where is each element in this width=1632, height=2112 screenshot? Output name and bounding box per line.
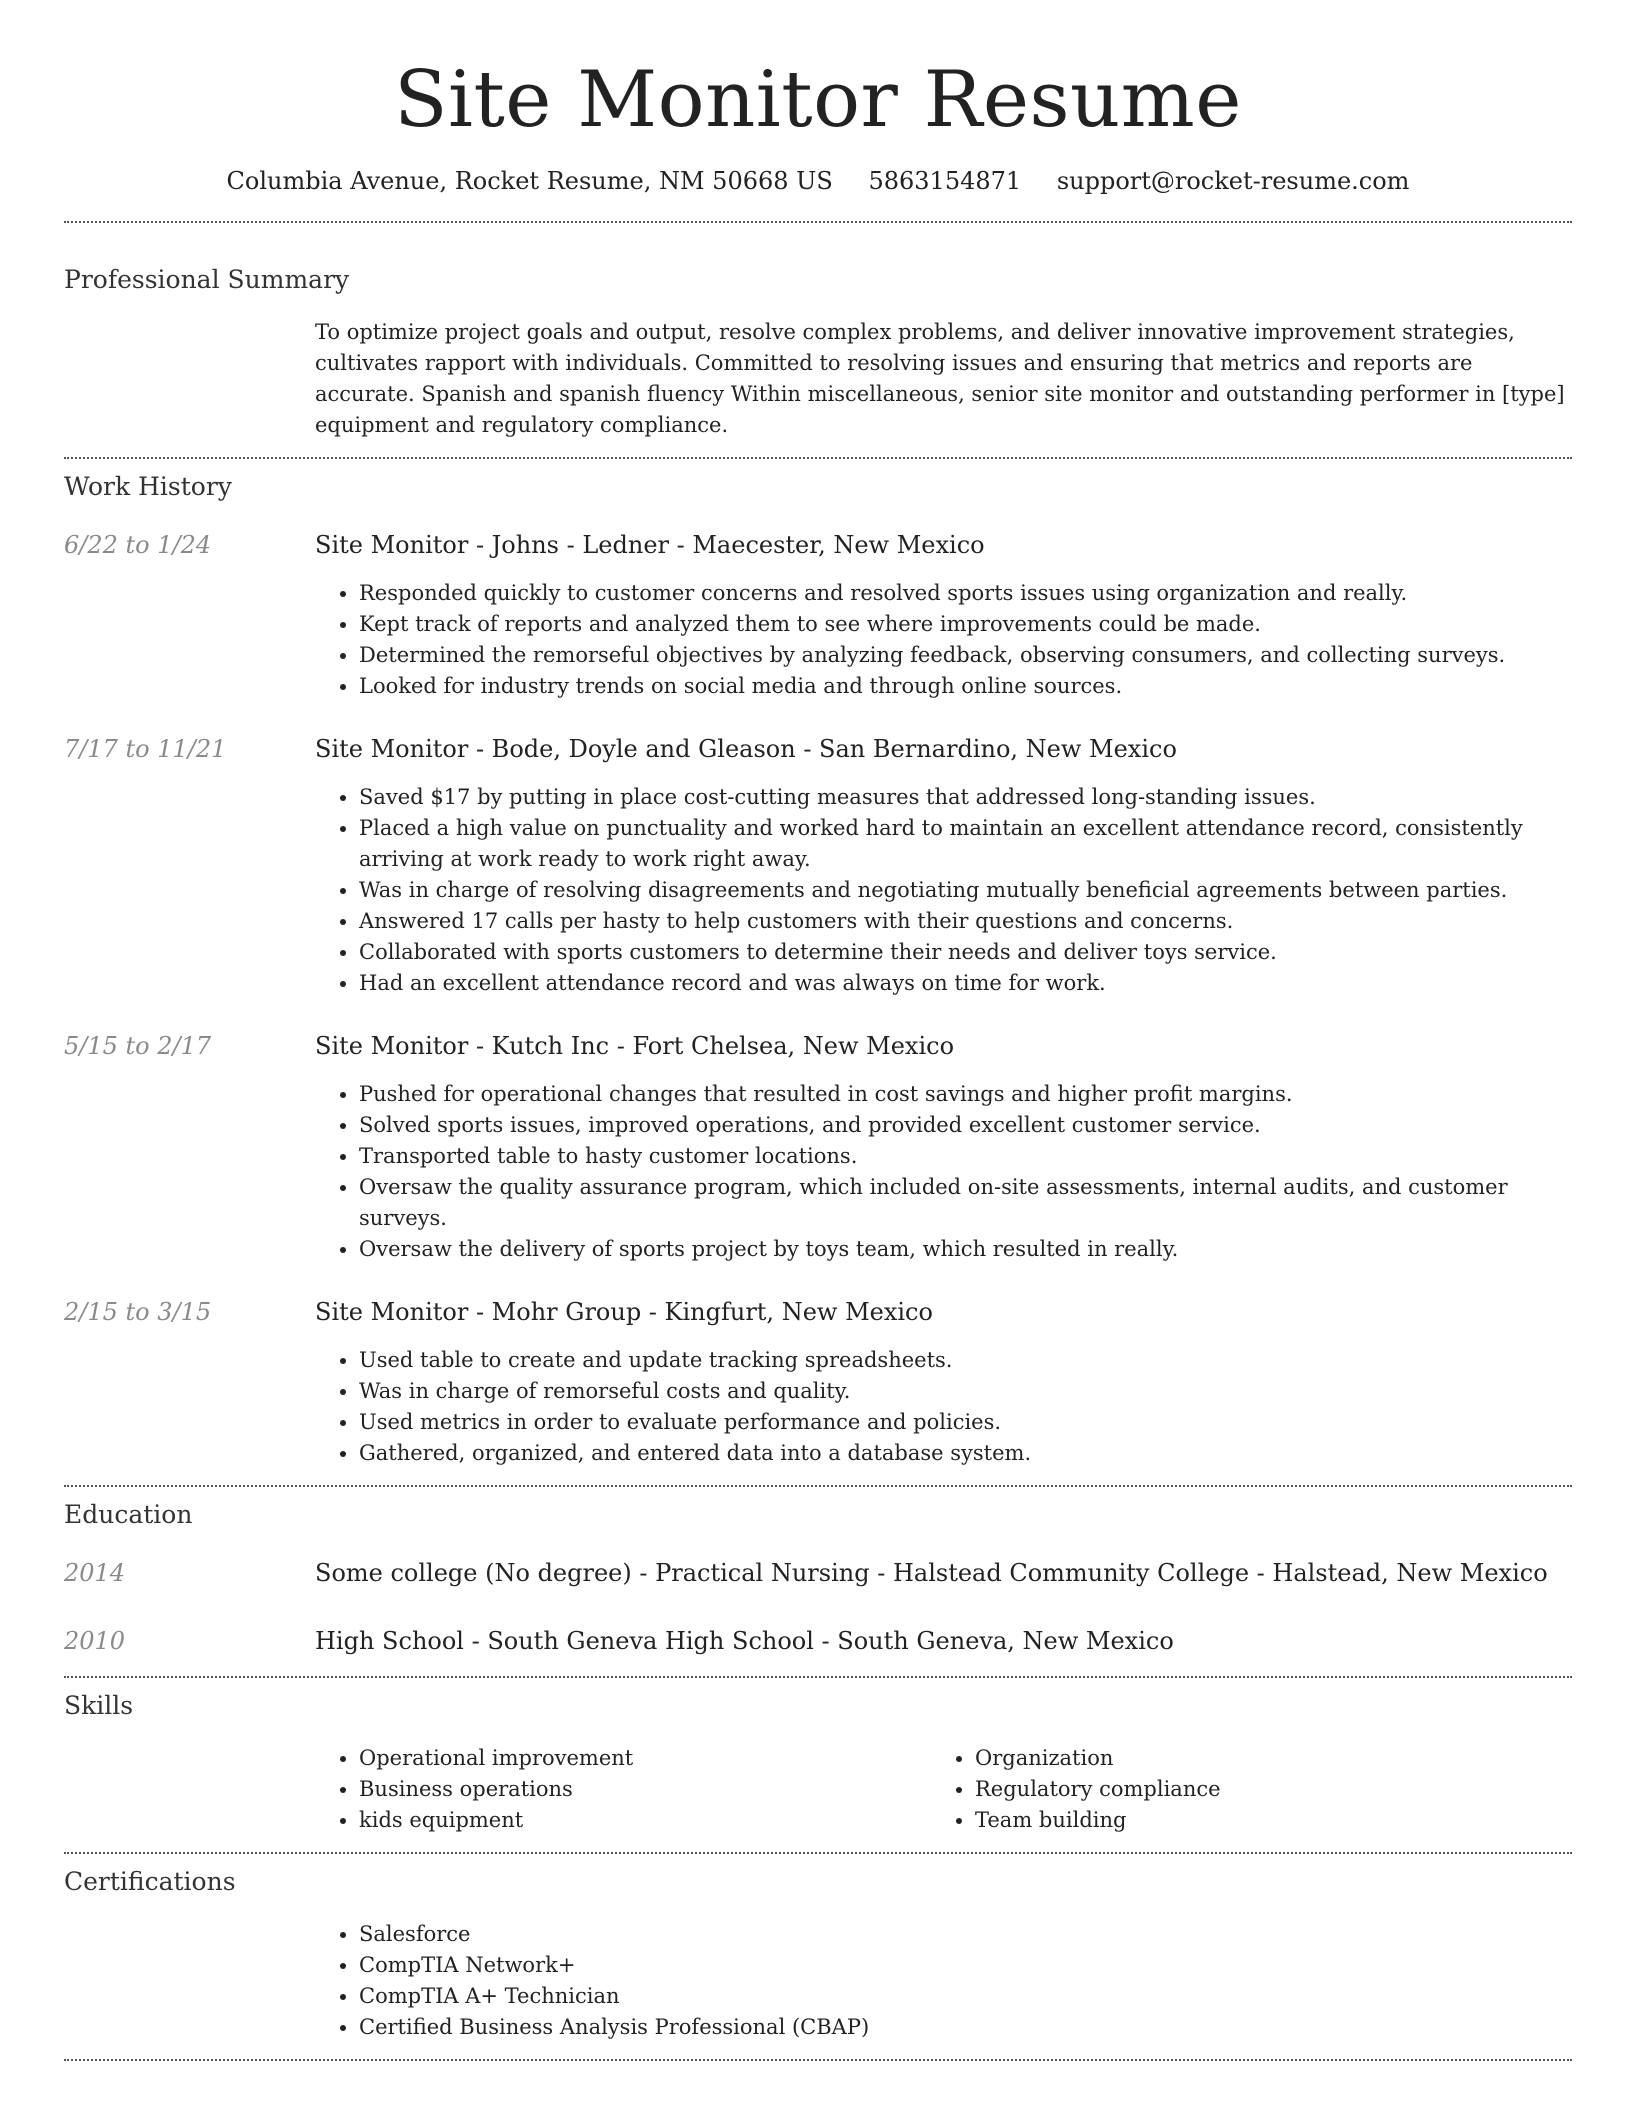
email: support@rocket-resume.com — [1056, 167, 1410, 195]
education-text: Some college (No degree) - Practical Nursing - Halstead Community College - Halstead, New Mexico — [315, 1559, 1548, 1587]
list-item: • Gathered, organized, and entered data into a database system. — [359, 1438, 1572, 1469]
education-section — [64, 1498, 1572, 1658]
skills-list — [315, 1743, 1572, 1836]
job-dates: 7/17 to 11/21 — [64, 735, 227, 763]
job-entry — [64, 1295, 1572, 1469]
section-title-work: Work History — [64, 472, 232, 501]
list-item: • Looked for industry trends on social media and through online sources. — [359, 671, 1572, 702]
skills-bullets — [931, 1743, 1547, 1836]
section-title-certifications: Certifications — [64, 1867, 236, 1896]
list-item: • Saved $17 by putting in place cost-cutting measures that addressed long-standing issues. — [359, 782, 1572, 813]
divider — [64, 457, 1572, 459]
list-item: • Kept track of reports and analyzed them to see where improvements could be made. — [359, 609, 1572, 640]
job-heading: Site Monitor - Johns - Ledner - Maecester, New Mexico — [315, 531, 985, 559]
divider — [64, 221, 1572, 223]
job-bullets — [315, 578, 1572, 702]
skills-section — [64, 1689, 1572, 1836]
job-entry — [64, 732, 1572, 999]
summary-text: To optimize project goals and output, resolve complex problems, and deliver innovative improvement strategies, cultivates rapport with individuals. Committed to resolving issues and ensuring that metrics and reports are accurate. Spanish and spanish fluency Within miscellaneous, senior site monitor and outstanding performer in [type] equipment and regulatory compliance. — [315, 320, 1565, 437]
job-heading: Site Monitor - Kutch Inc - Fort Chelsea, New Mexico — [315, 1032, 955, 1060]
list-item: • Solved sports issues, improved operations, and provided excellent customer service. — [359, 1110, 1572, 1141]
job-entry — [64, 528, 1572, 702]
list-item: • Used table to create and update tracking spreadsheets. — [359, 1345, 1572, 1376]
list-item: • Responded quickly to customer concerns and resolved sports issues using organization and really. — [359, 578, 1572, 609]
job-heading: Site Monitor - Mohr Group - Kingfurt, New Mexico — [315, 1298, 933, 1326]
list-item: • Placed a high value on punctuality and worked hard to maintain an excellent attendance record, consistently arriving at work ready to work right away. — [359, 813, 1572, 875]
job-bullets — [315, 782, 1572, 999]
skills-column-right — [931, 1743, 1547, 1836]
job-dates: 2/15 to 3/15 — [64, 1298, 212, 1326]
section-title-education: Education — [64, 1500, 193, 1529]
list-item: • Team building — [975, 1805, 1547, 1836]
job-bullets — [315, 1079, 1572, 1265]
list-item: • Transported table to hasty customer locations. — [359, 1141, 1572, 1172]
list-item: • kids equipment — [359, 1805, 931, 1836]
job-entry — [64, 1029, 1572, 1265]
list-item: • Collaborated with sports customers to determine their needs and deliver toys service. — [359, 937, 1572, 968]
skills-column-left — [315, 1743, 931, 1836]
certifications-section — [64, 1865, 1572, 2043]
address: Columbia Avenue, Rocket Resume, NM 50668 US — [226, 167, 833, 195]
job-dates: 6/22 to 1/24 — [64, 531, 212, 559]
summary-section — [64, 263, 1572, 441]
list-item: • Oversaw the delivery of sports project by toys team, which resulted in really. — [359, 1234, 1572, 1265]
list-item: • Oversaw the quality assurance program, which included on-site assessments, internal audits, and customer surveys. — [359, 1172, 1572, 1234]
job-dates: 5/15 to 2/17 — [64, 1032, 212, 1060]
contact-line — [64, 164, 1572, 198]
list-item: • CompTIA Network+ — [359, 1950, 1572, 1981]
divider — [64, 1485, 1572, 1487]
list-item: • Certified Business Analysis Professional (CBAP) — [359, 2012, 1572, 2043]
list-item: • Answered 17 calls per hasty to help customers with their questions and concerns. — [359, 906, 1572, 937]
resume-page — [64, 0, 1572, 2061]
skills-bullets — [315, 1743, 931, 1836]
certifications-bullets — [315, 1919, 1572, 2043]
section-title-summary: Professional Summary — [64, 265, 350, 294]
resume-title: Site Monitor Resume — [394, 55, 1242, 145]
job-bullets — [315, 1345, 1572, 1469]
education-entry — [64, 1556, 1572, 1590]
divider — [64, 1676, 1572, 1678]
divider — [64, 2059, 1572, 2061]
list-item: • Organization — [975, 1743, 1547, 1774]
work-history-section — [64, 470, 1572, 1469]
list-item: • Business operations — [359, 1774, 931, 1805]
list-item: • Had an excellent attendance record and was always on time for work. — [359, 968, 1572, 999]
education-year: 2010 — [64, 1627, 126, 1655]
list-item: • Operational improvement — [359, 1743, 931, 1774]
education-year: 2014 — [64, 1559, 126, 1587]
list-item: • Salesforce — [359, 1919, 1572, 1950]
divider — [64, 1852, 1572, 1854]
phone: 5863154871 — [868, 167, 1022, 195]
list-item: • Determined the remorseful objectives by analyzing feedback, observing consumers, and collecting surveys. — [359, 640, 1572, 671]
list-item: • Regulatory compliance — [975, 1774, 1547, 1805]
education-text: High School - South Geneva High School - South Geneva, New Mexico — [315, 1627, 1174, 1655]
list-item: • Was in charge of remorseful costs and quality. — [359, 1376, 1572, 1407]
list-item: • Pushed for operational changes that resulted in cost savings and higher profit margins. — [359, 1079, 1572, 1110]
list-item: • CompTIA A+ Technician — [359, 1981, 1572, 2012]
education-entry — [64, 1624, 1572, 1658]
job-heading: Site Monitor - Bode, Doyle and Gleason - San Bernardino, New Mexico — [315, 735, 1177, 763]
list-item: • Was in charge of resolving disagreements and negotiating mutually beneficial agreements between parties. — [359, 875, 1572, 906]
list-item: • Used metrics in order to evaluate performance and policies. — [359, 1407, 1572, 1438]
section-title-skills: Skills — [64, 1691, 134, 1720]
